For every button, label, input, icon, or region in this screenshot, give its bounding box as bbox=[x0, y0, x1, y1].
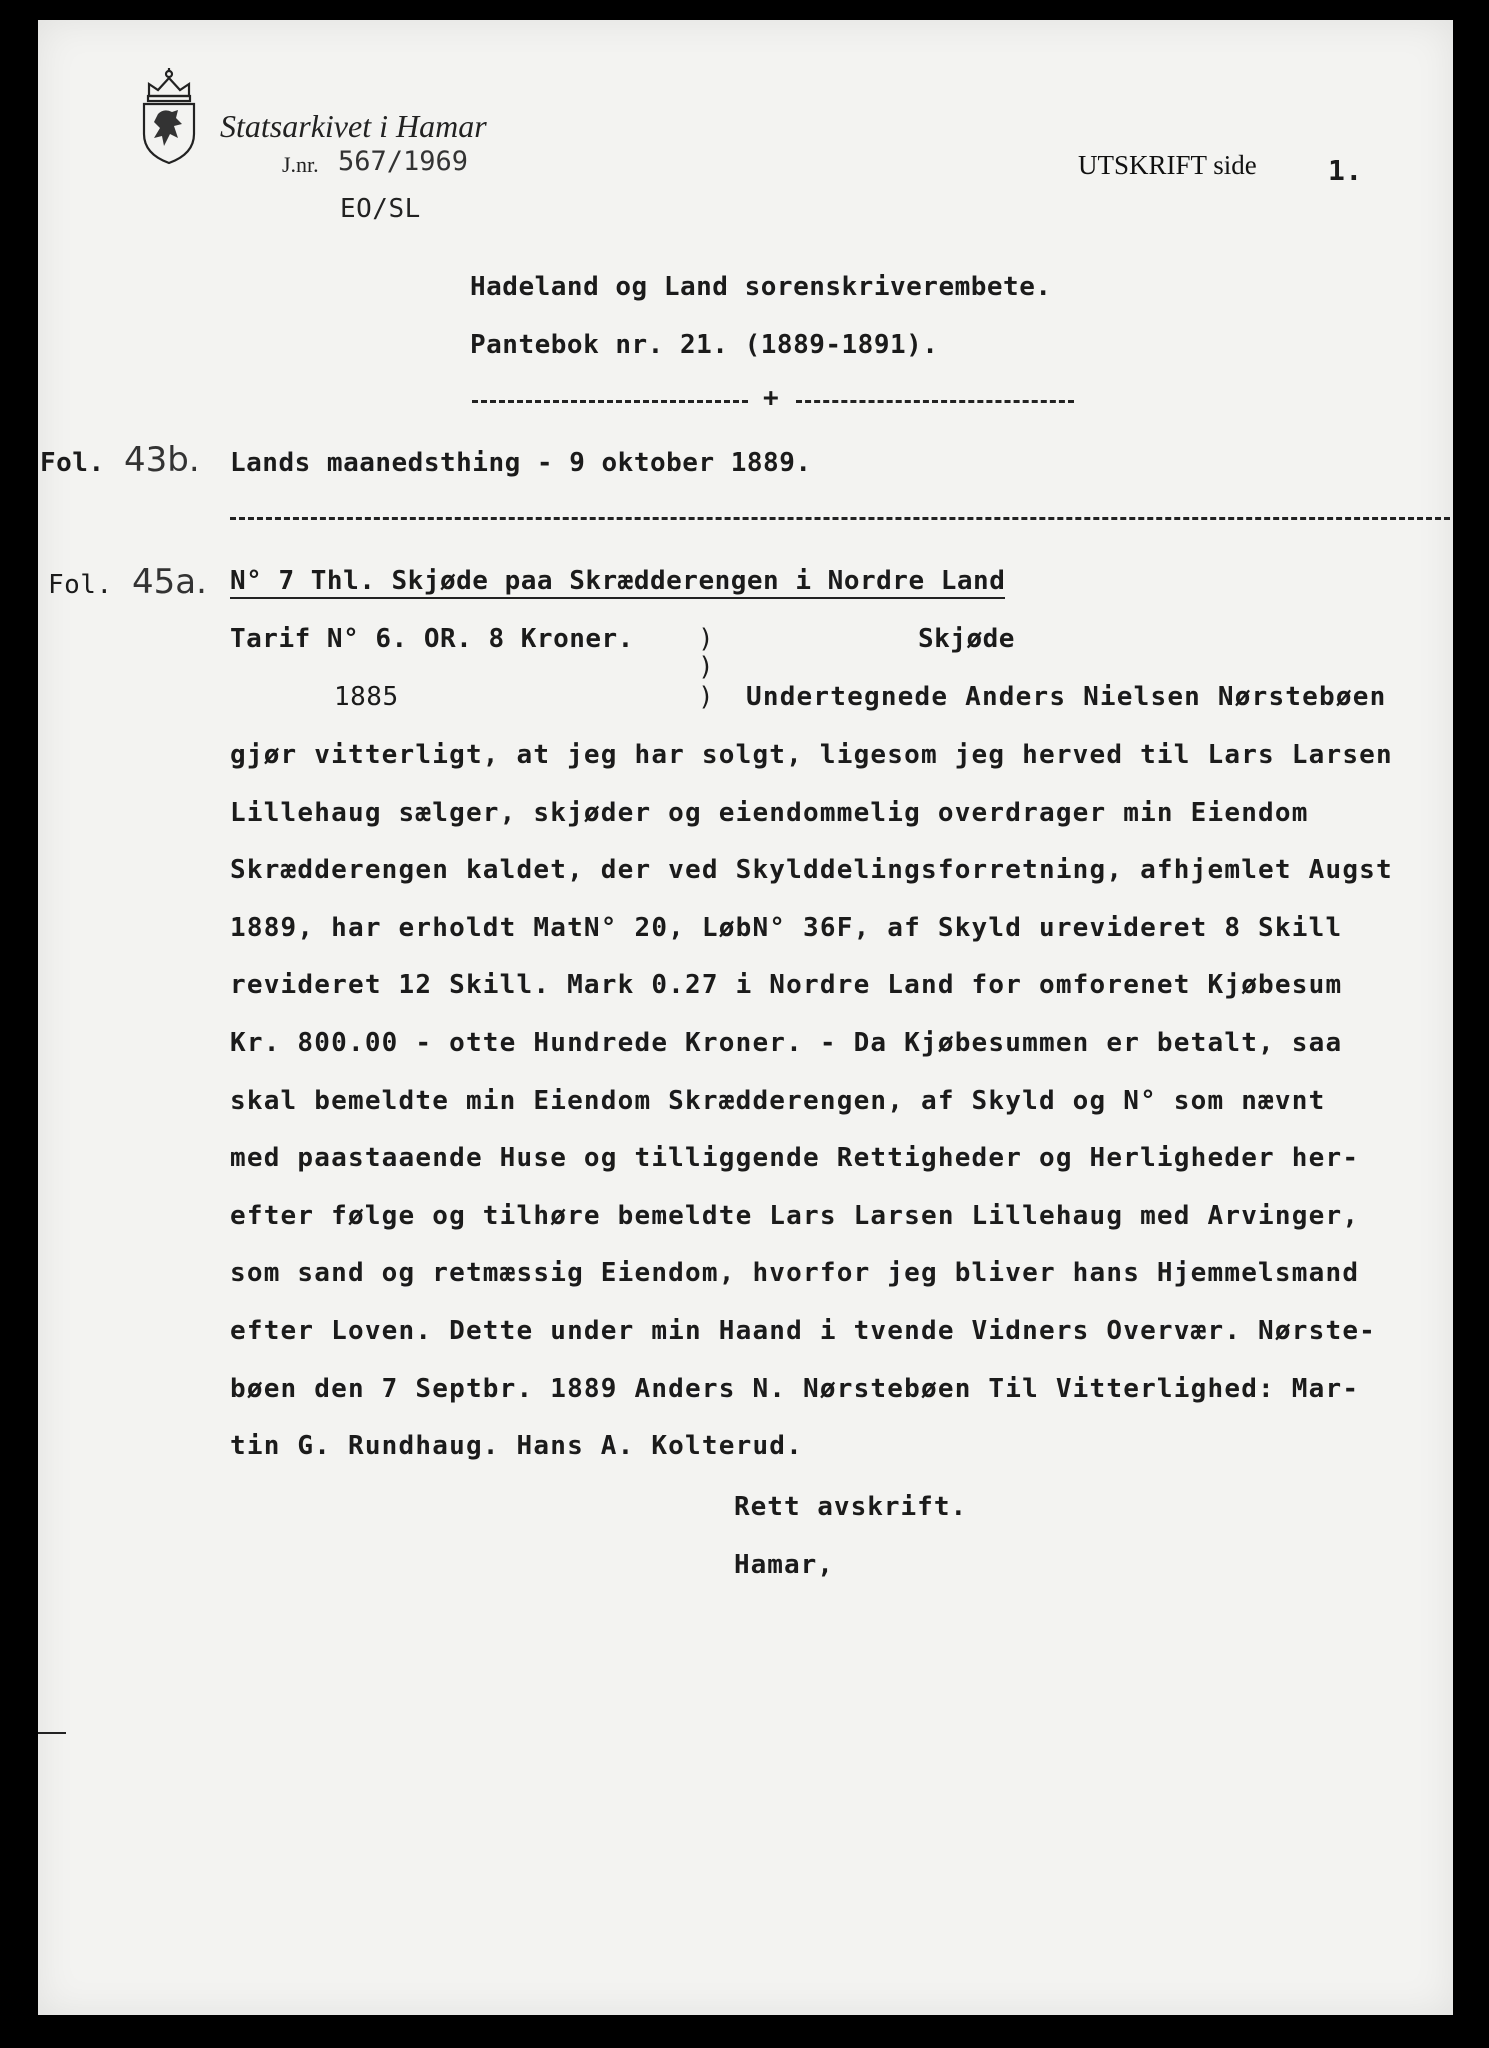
body-line: efter følge og tilhøre bemeldte Lars Larsen Lillehaug med Arvinger, bbox=[230, 1201, 1360, 1231]
closing-line-1: Rett avskrift. bbox=[734, 1492, 968, 1522]
body-line: skal bemeldte min Eiendom Skrædderengen, af Skyld og N° som nævnt bbox=[230, 1086, 1326, 1116]
coat-of-arms-icon bbox=[134, 66, 204, 166]
fol-label-1: Fol. bbox=[40, 448, 105, 478]
document-type: Skjøde bbox=[918, 624, 1015, 654]
journal-number-value: 567/1969 bbox=[338, 146, 469, 177]
watermark-stamp bbox=[614, 60, 798, 104]
year-1885: 1885 bbox=[334, 682, 399, 712]
title-line-2: Pantebok nr. 21. (1889-1891). bbox=[470, 330, 939, 360]
entry-1-text: Lands maanedsthing - 9 oktober 1889. bbox=[230, 448, 812, 478]
body-line: med paastaaende Huse og tilliggende Rettigheder og Herligheder her- bbox=[230, 1143, 1360, 1173]
utskrift-label: UTSKRIFT side bbox=[1078, 150, 1257, 180]
fol-value-2: 45a. bbox=[132, 562, 207, 602]
margin-mark bbox=[38, 1732, 66, 1734]
fol-label-2: Fol. bbox=[48, 570, 113, 600]
archive-name: Statsarkivet i Hamar bbox=[220, 108, 487, 144]
title-separator-left bbox=[472, 400, 748, 403]
brace-mid: ) bbox=[698, 652, 715, 682]
body-line: som sand og retmæssig Eiendom, hvorfor jeg bliver hans Hjemmelsmand bbox=[230, 1258, 1360, 1288]
initials: EO/SL bbox=[340, 194, 421, 224]
closing-line-2: Hamar, bbox=[734, 1550, 834, 1580]
body-line: revideret 12 Skill. Mark 0.27 i Nordre Land for omforenet Kjøbesum bbox=[230, 970, 1343, 1000]
page-number: 1. bbox=[1328, 154, 1363, 187]
document-page bbox=[38, 20, 1453, 2015]
body-line: efter Loven. Dette under min Haand i tvende Vidners Overvær. Nørste- bbox=[230, 1316, 1377, 1346]
fol-value-1: 43b. bbox=[124, 440, 200, 480]
entry-2-heading: N° 7 Thl. Skjøde paa Skrædderengen i Nordre Land bbox=[230, 566, 1005, 599]
title-separator-right bbox=[796, 400, 1074, 403]
body-first-line: Undertegnede Anders Nielsen Nørstebøen bbox=[746, 682, 1387, 712]
title-separator-mark: + bbox=[763, 383, 780, 413]
title-line-1: Hadeland og Land sorenskriverembete. bbox=[470, 272, 1052, 302]
brace-bottom: ) bbox=[698, 682, 715, 712]
brace-top: ) bbox=[698, 624, 715, 654]
body-line: bøen den 7 Septbr. 1889 Anders N. Nørstebøen Til Vitterlighed: Mar- bbox=[230, 1374, 1360, 1404]
body-line: gjør vitterligt, at jeg har solgt, ligesom jeg herved til Lars Larsen bbox=[230, 740, 1393, 770]
journal-number-label: J.nr. bbox=[282, 152, 319, 177]
body-line: tin G. Rundhaug. Hans A. Kolterud. bbox=[230, 1431, 804, 1461]
body-line: Kr. 800.00 - otte Hundrede Kroner. - Da Kjøbesummen er betalt, saa bbox=[230, 1028, 1343, 1058]
tarif-line: Tarif N° 6. OR. 8 Kroner. bbox=[230, 624, 634, 654]
body-line: Lillehaug sælger, skjøder og eiendommelig overdrager min Eiendom bbox=[230, 798, 1309, 828]
entry-separator bbox=[230, 517, 1450, 520]
body-line: Skrædderengen kaldet, der ved Skylddelingsforretning, afhjemlet Augst bbox=[230, 855, 1393, 885]
body-line: 1889, har erholdt MatN° 20, LøbN° 36F, af Skyld urevideret 8 Skill bbox=[230, 913, 1343, 943]
